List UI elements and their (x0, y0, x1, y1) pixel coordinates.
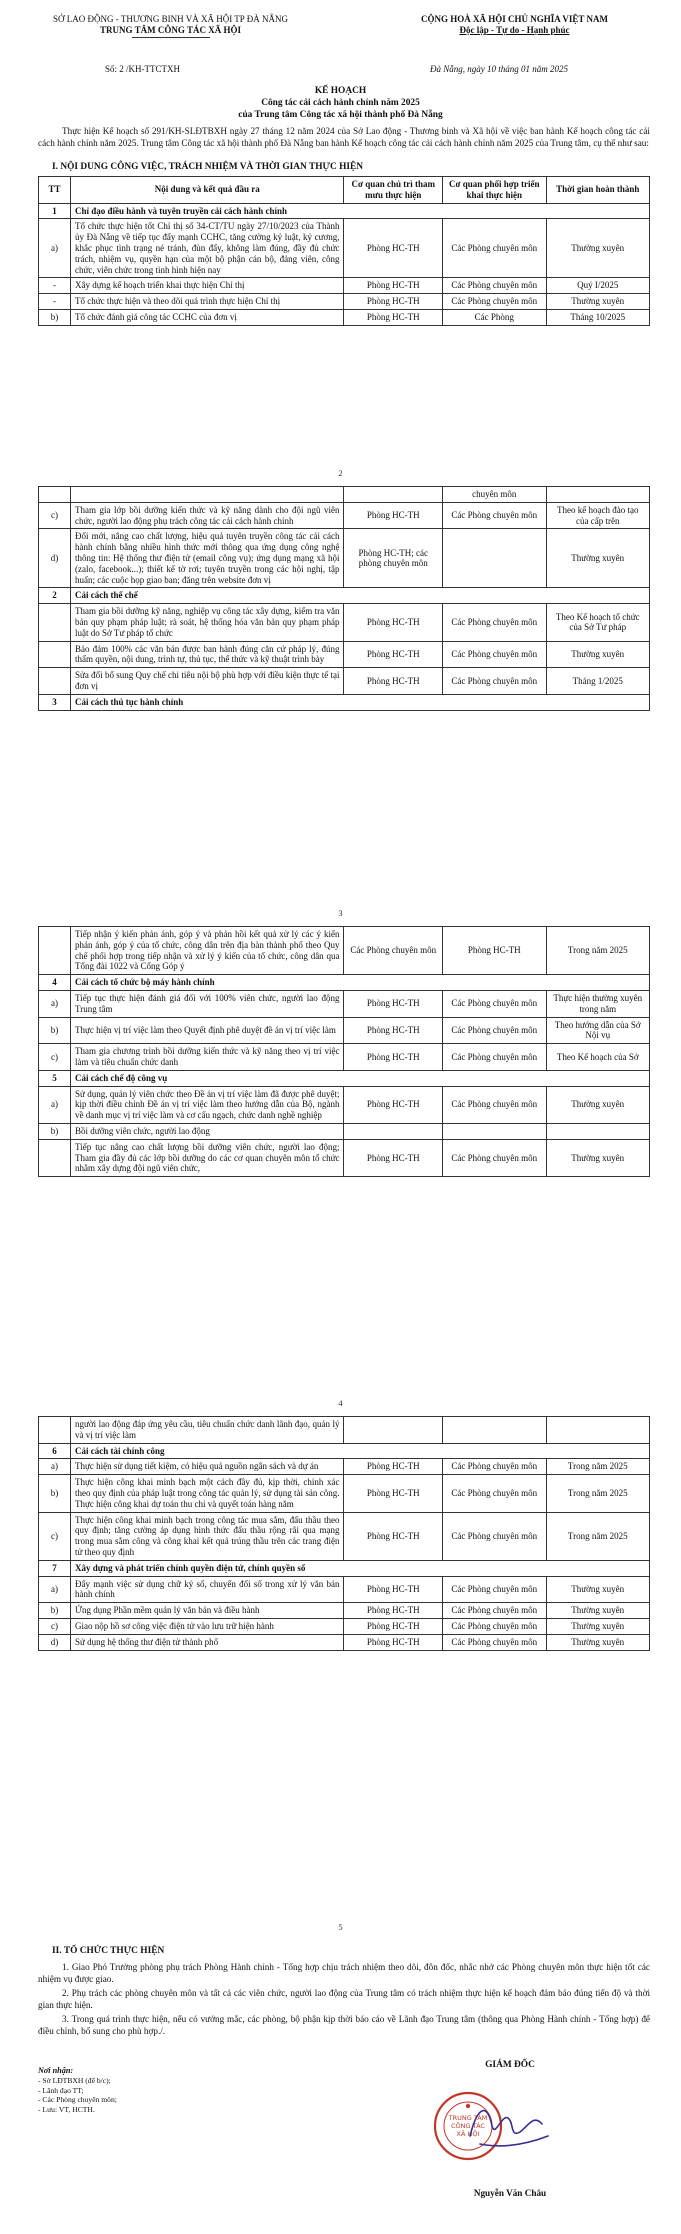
cell-deadline: Thường xuyên (546, 294, 650, 310)
table-row (39, 1017, 650, 1044)
table-group-row (39, 975, 650, 991)
signer-name: Nguyễn Văn Châu (473, 2188, 547, 2198)
cell-task: Tổ chức thực hiện và theo dõi quá trình thực hiện Chỉ thị (71, 294, 344, 310)
cell-tt (39, 668, 71, 695)
cell-task: Tham gia bồi dưỡng kỹ năng, nghiệp vụ công tác xây dựng, kiểm tra văn bản quy phạm pháp luật; rà soát, hệ thống hóa văn bản quy phạm pháp luật do Sở Tư pháp tổ chức (71, 604, 344, 641)
header-task: Nội dung và kết quả đầu ra (71, 177, 344, 204)
table-group-row (39, 1070, 650, 1086)
country-name: CỘNG HOÀ XÃ HỘI CHỦ NGHĨA VIỆT NAM (421, 14, 608, 24)
group-number: 7 (39, 1560, 71, 1576)
header-lead: Cơ quan chủ trì tham mưu thực hiện (344, 177, 443, 204)
group-number: 1 (39, 203, 71, 219)
cell-deadline (546, 1123, 650, 1139)
cell-tt: a) (39, 1459, 71, 1475)
recipients-block (38, 2066, 117, 2114)
cell-lead-unit: Phòng HC-TH (344, 1618, 443, 1634)
cell-lead-unit: Phòng HC-TH; các phòng chuyên môn (344, 529, 443, 588)
document-title (0, 86, 681, 121)
cell-lead-unit: Phòng HC-TH (344, 1017, 443, 1044)
table-row (39, 1603, 650, 1619)
table-group-row (39, 1443, 650, 1459)
cell-tt (39, 1417, 71, 1444)
title-line-3: của Trung tâm Công tác xã hội thành phố Đà Nẵng (238, 109, 443, 120)
table-row (39, 1086, 650, 1123)
page-number-2: 2 (338, 468, 343, 478)
cell-task: Tổ chức đánh giá công tác CCHC của đơn vị (71, 309, 344, 325)
page-number-3: 3 (338, 908, 343, 918)
table-row (39, 1634, 650, 1650)
cell-coop-unit: Các Phòng chuyên môn (443, 502, 546, 529)
group-number: 4 (39, 975, 71, 991)
cell-task: người lao động đáp ứng yêu cầu, tiêu chuẩn chức danh lãnh đạo, quản lý và vị trí việc làm (71, 1417, 344, 1444)
table-row (39, 1139, 650, 1176)
cell-deadline: Theo Kế hoạch của Sở (546, 1044, 650, 1071)
section-2-item-1: 1. Giao Phó Trưởng phòng phụ trách Phòng Hành chính - Tổng hợp chịu trách nhiệm theo dõi, đôn đốc, nhắc nhở các Phòng chuyên môn thực hiện tốt các nhiệm vụ được giao. (38, 1962, 650, 1984)
cell-task: Sử dụng, quản lý viên chức theo Đề án vị trí việc làm đã được phê duyệt; kịp thời điều chỉnh Đề án vị trí việc làm theo hướng dẫn của Bộ, ngành về danh mục vị trí việc làm và cơ cấu ngạch, chức danh nghề nghiệp (71, 1086, 344, 1123)
cell-lead-unit: Phòng HC-TH (344, 1086, 443, 1123)
cell-task: Tiếp tục thực hiện đánh giá đối với 100% viên chức, người lao động Trung tâm (71, 990, 344, 1017)
recipient-item: - Lưu: VT, HCTH. (38, 2104, 95, 2114)
group-title: Chỉ đạo điều hành và tuyên truyền cải cách hành chính (71, 203, 650, 219)
cell-coop-unit: Các Phòng chuyên môn (443, 1475, 546, 1512)
cell-coop-unit: Các Phòng chuyên môn (443, 278, 546, 294)
cell-coop-unit: Các Phòng chuyên môn (443, 1603, 546, 1619)
issuer-org: SỞ LAO ĐỘNG - THƯƠNG BINH VÀ XÃ HỘI TP ĐÀ NẴNG (53, 14, 288, 24)
table-group-row (39, 588, 650, 604)
cell-coop-unit: Các Phòng chuyên môn (443, 1139, 546, 1176)
group-title: Cải cách thủ tục hành chính (71, 694, 650, 710)
cell-task: Sử dụng hệ thống thư điện tử thành phố (71, 1634, 344, 1650)
section-2-item-3: 3. Trong quá trình thực hiện, nếu có vướng mắc, các phòng, bộ phận kịp thời báo cáo về Lãnh đạo Trung tâm (thông qua Phòng Hành chính - Tổng hợp) để điều chỉnh, bổ sung cho phù hợp./. (38, 2014, 650, 2036)
cell-coop-unit: Các Phòng chuyên môn (443, 1576, 546, 1603)
cell-coop-unit: Các Phòng chuyên môn (443, 668, 546, 695)
cell-deadline: Thường xuyên (546, 1618, 650, 1634)
table-row (39, 1475, 650, 1512)
cell-tt: a) (39, 990, 71, 1017)
cell-coop-unit: Các Phòng chuyên môn (443, 294, 546, 310)
issuer-unit: TRUNG TÂM CÔNG TÁC XÃ HỘI (100, 24, 241, 35)
cell-task: Bảo đảm 100% các văn bản được ban hành đúng căn cứ pháp lý, đúng thẩm quyền, nội dung, trình tự, thủ tục, thể thức và kỹ thuật trình bày (71, 641, 344, 668)
cell-lead-unit: Phòng HC-TH (344, 1576, 443, 1603)
table-row (39, 309, 650, 325)
group-title: Cải cách tổ chức bộ máy hành chính (71, 975, 650, 991)
svg-text:XÃ HỘI: XÃ HỘI (456, 2130, 480, 2138)
cell-task: Tiếp nhận ý kiến phản ánh, góp ý và phản hồi kết quả xử lý các ý kiến phản ánh, góp ý của tổ chức, công dân trên địa bàn thành phố theo Quy chế phối hợp trong tiếp nhận và xử lý ý kiến của tổ chức, công dân qua Tổng đài 1022 và Cổng Góp ý (71, 927, 344, 975)
header-time: Thời gian hoàn thành (546, 177, 650, 204)
title-line-2: Công tác cải cách hành chính năm 2025 (261, 97, 420, 108)
cell-deadline: Thường xuyên (546, 219, 650, 278)
cell-deadline: Thường xuyên (546, 641, 650, 668)
table-row (39, 668, 650, 695)
group-title: Xây dựng và phát triển chính quyền điện tử, chính quyền số (71, 1560, 650, 1576)
cell-tt: b) (39, 1123, 71, 1139)
table-row (39, 278, 650, 294)
plan-table-page-4 (38, 1416, 650, 1651)
cell-deadline: Thường xuyên (546, 1603, 650, 1619)
cell-coop-unit: Các Phòng chuyên môn (443, 1618, 546, 1634)
cell-deadline: Theo hướng dẫn của Sở Nội vụ (546, 1017, 650, 1044)
cell-coop-unit (443, 529, 546, 588)
cell-lead-unit: Các Phòng chuyên môn (344, 927, 443, 975)
table-row (39, 641, 650, 668)
national-header (382, 14, 647, 36)
cell-coop-unit: Các Phòng chuyên môn (443, 1512, 546, 1560)
page-number-5: 5 (338, 1922, 343, 1932)
cell-deadline: Trong năm 2025 (546, 1512, 650, 1560)
document-date: Đà Nẵng, ngày 10 tháng 01 năm 2025 (430, 64, 568, 74)
recipient-item: - Sở LĐTBXH (để b/c); (38, 2076, 111, 2086)
cell-coop-unit: Phòng HC-TH (443, 927, 546, 975)
cell-lead-unit: Phòng HC-TH (344, 1139, 443, 1176)
cell-tt: c) (39, 1512, 71, 1560)
section-1-heading: I. NỘI DUNG CÔNG VIỆC, TRÁCH NHIỆM VÀ THỜI GIAN THỰC HIỆN (52, 162, 364, 172)
group-number: 5 (39, 1070, 71, 1086)
cell-lead-unit: Phòng HC-TH (344, 1459, 443, 1475)
table-row (39, 1044, 650, 1071)
section-2-body (38, 1962, 650, 2040)
cell-task (71, 487, 344, 503)
recipients-label: Nơi nhận: (38, 2066, 74, 2075)
table-group-row (39, 203, 650, 219)
cell-deadline (546, 487, 650, 503)
cell-deadline: Tháng 10/2025 (546, 309, 650, 325)
cell-deadline: Theo kế hoạch đào tạo của cấp trên (546, 502, 650, 529)
group-number: 3 (39, 694, 71, 710)
cell-tt: b) (39, 1017, 71, 1044)
table-row (39, 1576, 650, 1603)
signer-title: GIÁM ĐỐC (485, 2060, 535, 2070)
cell-tt (39, 604, 71, 641)
cell-task: Tổ chức thực hiện tốt Chỉ thị số 34-CT/TU ngày 27/10/2023 của Thành ủy Đà Nẵng về tiếp tục đẩy mạnh CCHC, tăng cường kỷ luật, kỷ cương, khắc phục tình trạng né tránh, đùn đẩy, không làm đúng, đầy đủ chức trách, nhiệm vụ, quyền hạn của một bộ phận cán bộ, đảng viên, công chức, viên chức trong tình hình hiện nay (71, 219, 344, 278)
cell-deadline (546, 1417, 650, 1444)
issuer-block (38, 14, 303, 38)
cell-coop-unit: Các Phòng (443, 309, 546, 325)
cell-tt (39, 1139, 71, 1176)
cell-coop-unit (443, 1417, 546, 1444)
plan-table-page-3 (38, 926, 650, 1177)
table-row (39, 502, 650, 529)
cell-coop-unit (443, 1123, 546, 1139)
cell-coop-unit: Các Phòng chuyên môn (443, 1086, 546, 1123)
stamp-signature-graphic (430, 2074, 560, 2184)
cell-coop-unit: Các Phòng chuyên môn (443, 641, 546, 668)
official-stamp (430, 2074, 560, 2187)
table-row (39, 927, 650, 975)
cell-coop-unit: Các Phòng chuyên môn (443, 219, 546, 278)
national-motto: Độc lập - Tự do - Hạnh phúc (459, 24, 570, 35)
cell-coop-unit: Các Phòng chuyên môn (443, 1017, 546, 1044)
cell-lead-unit (344, 487, 443, 503)
group-title: Cải cách tài chính công (71, 1443, 650, 1459)
cell-lead-unit (344, 1123, 443, 1139)
cell-deadline: Thường xuyên (546, 1139, 650, 1176)
cell-tt: b) (39, 1603, 71, 1619)
cell-lead-unit: Phòng HC-TH (344, 990, 443, 1017)
cell-task: Ứng dụng Phần mềm quản lý văn bản và điều hành (71, 1603, 344, 1619)
header-tt: TT (39, 177, 71, 204)
group-number: 2 (39, 588, 71, 604)
cell-lead-unit: Phòng HC-TH (344, 1603, 443, 1619)
cell-deadline: Thường xuyên (546, 1576, 650, 1603)
cell-deadline: Trong năm 2025 (546, 1475, 650, 1512)
cell-tt: c) (39, 502, 71, 529)
plan-table-page-2 (38, 486, 650, 711)
table-row (39, 1417, 650, 1444)
table-row (39, 1459, 650, 1475)
cell-tt: a) (39, 219, 71, 278)
cell-tt: b) (39, 1475, 71, 1512)
cell-task: Tham gia chương trình bồi dưỡng kiến thức và kỹ năng theo vị trí việc làm và tiêu chuẩn chức danh (71, 1044, 344, 1071)
cell-deadline: Trong năm 2025 (546, 927, 650, 975)
cell-tt: a) (39, 1086, 71, 1123)
cell-coop-unit: Các Phòng chuyên môn (443, 604, 546, 641)
cell-deadline: Thường xuyên (546, 1086, 650, 1123)
table-row (39, 1618, 650, 1634)
cell-tt: d) (39, 1634, 71, 1650)
cell-lead-unit: Phòng HC-TH (344, 219, 443, 278)
cell-task: Giao nộp hồ sơ công việc điện tử vào lưu trữ hiện hành (71, 1618, 344, 1634)
cell-tt: b) (39, 309, 71, 325)
table-row (39, 990, 650, 1017)
table-row (39, 604, 650, 641)
cell-lead-unit: Phòng HC-TH (344, 1512, 443, 1560)
table-group-row (39, 1560, 650, 1576)
recipient-item: - Các Phòng chuyên môn; (38, 2095, 117, 2105)
cell-task: Tham gia lớp bồi dưỡng kiến thức và kỹ năng dành cho đội ngũ viên chức, người lao động phụ trách công tác cải cách hành chính (71, 502, 344, 529)
cell-lead-unit: Phòng HC-TH (344, 1044, 443, 1071)
table-header-row (39, 177, 650, 204)
cell-task: Bồi dưỡng viên chức, người lao động (71, 1123, 344, 1139)
cell-lead-unit: Phòng HC-TH (344, 1634, 443, 1650)
cell-coop-unit: Các Phòng chuyên môn (443, 1634, 546, 1650)
cell-tt: d) (39, 529, 71, 588)
table-group-row (39, 694, 650, 710)
intro-paragraph: Thực hiện Kế hoạch số 291/KH-SLĐTBXH ngày 27 tháng 12 năm 2024 của Sở Lao động - Thương binh và Xã hội về việc ban hành Kế hoạch công tác cải cách hành chính năm 2025. Trung tâm Công tác xã hội thành phố Đà Nẵng ban hành Kế hoạch công tác cải cách hành chính năm 2025 của Trung tâm, cụ thể như sau: (38, 126, 650, 148)
cell-coop-unit: chuyên môn (443, 487, 546, 503)
cell-task: Đẩy mạnh việc sử dụng chữ ký số, chuyển đổi số trong xử lý văn bản hành chính (71, 1576, 344, 1603)
cell-lead-unit: Phòng HC-TH (344, 668, 443, 695)
cell-deadline: Tháng 1/2025 (546, 668, 650, 695)
table-row (39, 1512, 650, 1560)
cell-tt: - (39, 278, 71, 294)
group-title: Cải cách chế độ công vụ (71, 1070, 650, 1086)
cell-task: Thực hiện công khai minh bạch trong công tác mua sắm, đấu thầu theo quy định; tăng cường áp dụng hình thức đấu thầu rộng rãi qua mạng trong mua sắm công và công khai kết quả trúng thầu trên các trang điện tử theo quy định (71, 1512, 344, 1560)
cell-tt (39, 641, 71, 668)
cell-lead-unit: Phòng HC-TH (344, 1475, 443, 1512)
cell-coop-unit: Các Phòng chuyên môn (443, 990, 546, 1017)
section-2-item-2: 2. Phụ trách các phòng chuyên môn và tất cả các viên chức, người lao động của Trung tâm có trách nhiệm thực hiện kế hoạch đảm bảo đúng tiến độ và thời gian thực hiện. (38, 1988, 650, 2010)
table-row (39, 1123, 650, 1139)
cell-task: Thực hiện vị trí việc làm theo Quyết định phê duyệt đề án vị trí việc làm (71, 1017, 344, 1044)
cell-tt (39, 487, 71, 503)
cell-deadline: Quý I/2025 (546, 278, 650, 294)
group-title: Cải cách thể chế (71, 588, 650, 604)
cell-lead-unit: Phòng HC-TH (344, 641, 443, 668)
cell-task: Xây dựng kế hoạch triển khai thực hiện Chỉ thị (71, 278, 344, 294)
cell-tt: c) (39, 1044, 71, 1071)
cell-tt: a) (39, 1576, 71, 1603)
cell-tt: c) (39, 1618, 71, 1634)
group-number: 6 (39, 1443, 71, 1459)
table-row (39, 487, 650, 503)
cell-deadline: Theo Kế hoạch tổ chức của Sở Tư pháp (546, 604, 650, 641)
cell-lead-unit: Phòng HC-TH (344, 309, 443, 325)
title-line-1: KẾ HOẠCH (314, 86, 367, 96)
cell-lead-unit: Phòng HC-TH (344, 604, 443, 641)
cell-coop-unit: Các Phòng chuyên môn (443, 1459, 546, 1475)
table-row (39, 529, 650, 588)
cell-task: Đổi mới, nâng cao chất lượng, hiệu quả tuyên truyền công tác cải cách hành chính bằng nhiều hình thức mới thông qua ứng dụng công nghệ thông tin: Hệ thống thư điện tử (email công vụ); ứng dụng mạng xã hội (zalo, facebook...); thiết kế tờ rơi; tuyên truyền trong các hội nghị, tập huấn; các cuộc họp giao ban; đăng trên website đơn vị (71, 529, 344, 588)
cell-deadline: Thường xuyên (546, 529, 650, 588)
cell-tt: - (39, 294, 71, 310)
cell-lead-unit: Phòng HC-TH (344, 278, 443, 294)
cell-tt (39, 927, 71, 975)
cell-task: Thực hiện công khai minh bạch một cách đầy đủ, kịp thời, chính xác theo quy định của pháp luật trong công tác quản lý, sử dụng tài sản công. Thực hiện công khai dự toán thu chi và quyết toán hàng năm (71, 1475, 344, 1512)
svg-text:CÔNG TÁC: CÔNG TÁC (451, 2122, 485, 2130)
header-coop: Cơ quan phối hợp triển khai thực hiện (443, 177, 546, 204)
cell-task: Tiếp tục nâng cao chất lượng bồi dưỡng viên chức, người lao động; Tham gia đầy đủ các lớp bồi dưỡng do các cơ quan chuyên môn tổ chức nhằm xây dựng đội ngũ viên chức, (71, 1139, 344, 1176)
cell-task: Thực hiện sử dụng tiết kiệm, có hiệu quả nguồn ngân sách và dự án (71, 1459, 344, 1475)
page-number-4: 4 (338, 1398, 343, 1408)
svg-text:TRUNG TÂM: TRUNG TÂM (448, 2114, 488, 2122)
cell-coop-unit: Các Phòng chuyên môn (443, 1044, 546, 1071)
cell-task: Sửa đổi bổ sung Quy chế chi tiêu nội bộ phù hợp với điều kiện thực tế tại đơn vị (71, 668, 344, 695)
cell-deadline: Thực hiện thường xuyên trong năm (546, 990, 650, 1017)
recipient-item: - Lãnh đạo TT; (38, 2085, 84, 2095)
document-number: Số: 2 /KH-TTCTXH (105, 64, 180, 74)
cell-lead-unit: Phòng HC-TH (344, 502, 443, 529)
plan-table-page-1 (38, 176, 650, 326)
table-row (39, 294, 650, 310)
cell-deadline: Thường xuyên (546, 1634, 650, 1650)
issuer-underline (132, 37, 210, 38)
section-2-heading: II. TỔ CHỨC THỰC HIỆN (52, 1946, 165, 1956)
table-row (39, 219, 650, 278)
cell-lead-unit (344, 1417, 443, 1444)
cell-lead-unit: Phòng HC-TH (344, 294, 443, 310)
cell-deadline: Trong năm 2025 (546, 1459, 650, 1475)
